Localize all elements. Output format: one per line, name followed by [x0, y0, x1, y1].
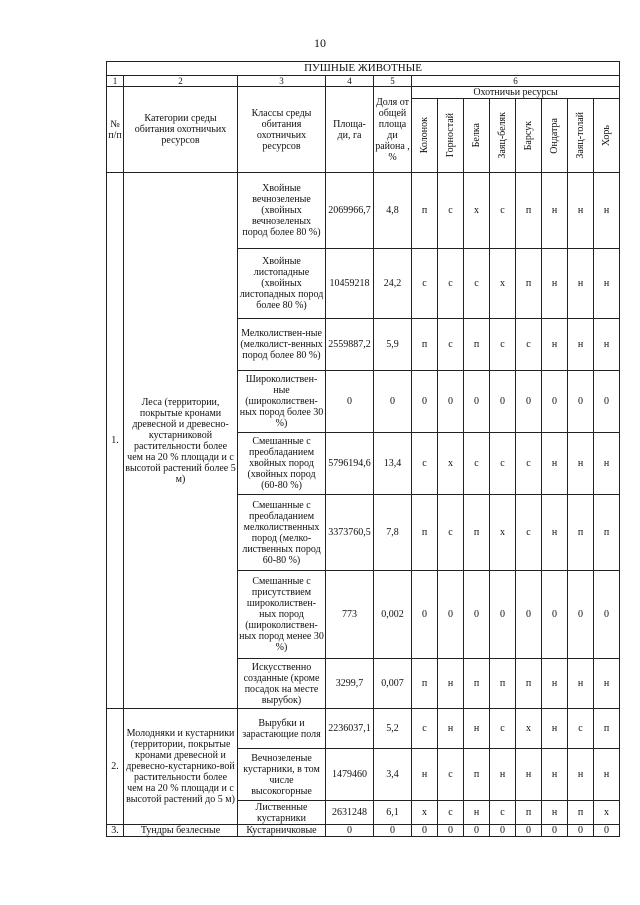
resource-mark: с — [412, 433, 438, 495]
habitat-class: Смешанные с присутствием широколиствен-ных пород (широколиствен-ных пород менее 30 %) — [238, 571, 326, 659]
habitat-category: Леса (территории, покрытые кронами древесной и древесно-кустарниковой растительности более чем на 20 % площади и с высотой растений более 5 м) — [124, 173, 238, 709]
resource-mark: 0 — [568, 571, 594, 659]
area-value: 3299,7 — [326, 659, 374, 709]
resource-mark: н — [542, 495, 568, 571]
resource-mark: с — [490, 433, 516, 495]
resource-mark: п — [516, 659, 542, 709]
area-value: 0 — [326, 825, 374, 837]
resource-mark: 0 — [542, 825, 568, 837]
area-value: 2069966,7 — [326, 173, 374, 249]
resource-mark: с — [516, 433, 542, 495]
resource-mark: х — [490, 495, 516, 571]
resource-mark: н — [542, 173, 568, 249]
share-value: 5,2 — [374, 709, 412, 749]
resource-mark: н — [594, 659, 620, 709]
resource-mark: п — [464, 749, 490, 801]
share-value: 0,007 — [374, 659, 412, 709]
resource-mark: н — [542, 749, 568, 801]
habitat-class: Вырубки и зарастающие поля — [238, 709, 326, 749]
resource-mark: н — [464, 709, 490, 749]
table-row — [107, 825, 620, 837]
habitat-category: Молодняки и кустарники (территории, покрытые кронами древесной и древесно-кустарнико-вой растительности более чем на 20 % площади и с высотой растений до 5 м) — [124, 709, 238, 825]
header-num: № п/п — [107, 87, 124, 173]
resource-mark: с — [490, 709, 516, 749]
resource-mark: 0 — [516, 825, 542, 837]
resource-mark: 0 — [412, 371, 438, 433]
header-class: Классы среды обитания охотничьих ресурсов — [238, 87, 326, 173]
area-value: 1479460 — [326, 749, 374, 801]
resource-mark: 0 — [412, 825, 438, 837]
resource-mark: 0 — [438, 825, 464, 837]
resource-mark: н — [594, 433, 620, 495]
resource-mark: х — [594, 801, 620, 825]
share-value: 13,4 — [374, 433, 412, 495]
share-value: 0 — [374, 371, 412, 433]
fur-animals-table — [106, 61, 620, 837]
share-value: 0 — [374, 825, 412, 837]
resource-mark: н — [464, 801, 490, 825]
habitat-category: Тундры безлесные — [124, 825, 238, 837]
share-value: 3,4 — [374, 749, 412, 801]
species-label: Ондатра — [549, 117, 560, 154]
resource-mark: н — [516, 749, 542, 801]
resource-mark: с — [568, 709, 594, 749]
species-label: Колонок — [419, 117, 430, 154]
area-value: 2236037,1 — [326, 709, 374, 749]
header-category: Категории среды обитания охотничьих ресурсов — [124, 87, 238, 173]
resource-mark: 0 — [594, 571, 620, 659]
resource-mark: н — [542, 659, 568, 709]
resource-mark: п — [412, 495, 438, 571]
resource-mark: 0 — [516, 371, 542, 433]
resource-mark: н — [490, 749, 516, 801]
habitat-class: Лиственные кустарники — [238, 801, 326, 825]
resource-mark: 0 — [594, 825, 620, 837]
resource-mark: с — [412, 249, 438, 319]
resource-mark: п — [594, 495, 620, 571]
resource-mark: 0 — [568, 825, 594, 837]
resource-mark: х — [412, 801, 438, 825]
resource-mark: 0 — [542, 571, 568, 659]
resource-mark: н — [542, 801, 568, 825]
resource-mark: п — [412, 173, 438, 249]
table-title: ПУШНЫЕ ЖИВОТНЫЕ — [107, 62, 620, 76]
resource-mark: 0 — [490, 571, 516, 659]
resource-mark: 0 — [516, 571, 542, 659]
resource-mark: х — [438, 433, 464, 495]
resource-mark: н — [438, 659, 464, 709]
share-value: 6,1 — [374, 801, 412, 825]
share-value: 5,9 — [374, 319, 412, 371]
header-resources: Охотничьи ресурсы — [412, 87, 620, 99]
area-value: 3373760,5 — [326, 495, 374, 571]
area-value: 2559887,2 — [326, 319, 374, 371]
resource-mark: п — [516, 173, 542, 249]
column-numbers-row: 1 2 3 4 5 6 — [107, 76, 620, 87]
resource-mark: н — [568, 433, 594, 495]
resource-mark: н — [542, 319, 568, 371]
resource-mark: 0 — [542, 371, 568, 433]
header-share: Доля от общей площа ди района , % — [374, 87, 412, 173]
species-label: Барсук — [523, 120, 534, 151]
resource-mark: п — [568, 801, 594, 825]
resource-mark: 0 — [464, 825, 490, 837]
resource-mark: с — [412, 709, 438, 749]
resource-mark: н — [568, 659, 594, 709]
habitat-class: Вечнозеленые кустарники, в том числе высокогорные — [238, 749, 326, 801]
resource-mark: н — [568, 749, 594, 801]
resource-mark: п — [412, 659, 438, 709]
habitat-class: Кустарничковые — [238, 825, 326, 837]
habitat-class: Смешанные с преобладанием мелколиственных пород (мелко-лиственных пород 60-80 %) — [238, 495, 326, 571]
resource-mark: п — [568, 495, 594, 571]
habitat-class: Смешанные с преобладанием хвойных пород (хвойных пород (60-80 %) — [238, 433, 326, 495]
resource-mark: п — [464, 659, 490, 709]
area-value: 2631248 — [326, 801, 374, 825]
share-value: 7,8 — [374, 495, 412, 571]
group-number: 2. — [107, 709, 124, 825]
resource-mark: 0 — [490, 825, 516, 837]
species-label: Горностай — [445, 113, 456, 158]
resource-mark: п — [516, 801, 542, 825]
resource-mark: п — [464, 495, 490, 571]
area-value: 5796194,6 — [326, 433, 374, 495]
table-body — [107, 173, 620, 837]
share-value: 0,002 — [374, 571, 412, 659]
group-number: 1. — [107, 173, 124, 709]
resource-mark: с — [438, 249, 464, 319]
species-label: Белка — [471, 123, 482, 148]
page-number: 10 — [314, 36, 326, 50]
species-label: Хорь — [601, 124, 613, 147]
area-value: 0 — [326, 371, 374, 433]
resource-mark: с — [490, 173, 516, 249]
share-value: 24,2 — [374, 249, 412, 319]
habitat-class: Мелколиствен-ные (мелколист-венных пород более 80 %) — [238, 319, 326, 371]
resource-mark: н — [594, 173, 620, 249]
share-value: 4,8 — [374, 173, 412, 249]
resource-mark: н — [568, 249, 594, 319]
table-row — [107, 709, 620, 749]
resource-mark: с — [516, 319, 542, 371]
resource-mark: 0 — [438, 371, 464, 433]
resource-mark: с — [438, 319, 464, 371]
resource-mark: п — [516, 249, 542, 319]
area-value: 773 — [326, 571, 374, 659]
resource-mark: 0 — [568, 371, 594, 433]
resource-mark: с — [438, 801, 464, 825]
resource-mark: п — [594, 709, 620, 749]
resource-mark: 0 — [438, 571, 464, 659]
resource-mark: с — [490, 319, 516, 371]
resource-mark: н — [568, 173, 594, 249]
resource-mark: 0 — [490, 371, 516, 433]
habitat-class: Хвойные вечнозеленые (хвойных вечнозеленых пород более 80 %) — [238, 173, 326, 249]
habitat-class: Широколиствен-ные (широколиствен-ных пород более 30 %) — [238, 371, 326, 433]
resource-mark: с — [464, 249, 490, 319]
header-area: Площа-ди, га — [326, 87, 374, 173]
resource-mark: х — [464, 173, 490, 249]
habitat-class: Искусственно созданные (кроме посадок на месте вырубок) — [238, 659, 326, 709]
resource-mark: 0 — [464, 371, 490, 433]
resource-mark: н — [594, 319, 620, 371]
resource-mark: н — [542, 433, 568, 495]
resource-mark: с — [438, 495, 464, 571]
resource-mark: с — [438, 749, 464, 801]
resource-mark: н — [568, 319, 594, 371]
resource-mark: с — [490, 801, 516, 825]
resource-mark: н — [412, 749, 438, 801]
resource-mark: н — [542, 709, 568, 749]
resource-mark: х — [490, 249, 516, 319]
resource-mark: с — [516, 495, 542, 571]
resource-mark: н — [594, 249, 620, 319]
resource-mark: п — [464, 319, 490, 371]
resource-mark: н — [542, 249, 568, 319]
resource-mark: х — [516, 709, 542, 749]
resource-mark: п — [490, 659, 516, 709]
resource-mark: с — [464, 433, 490, 495]
resource-mark: н — [438, 709, 464, 749]
resource-mark: н — [594, 749, 620, 801]
resource-mark: с — [438, 173, 464, 249]
table-row — [107, 173, 620, 249]
habitat-class: Хвойные листопадные (хвойных листопадных пород более 80 %) — [238, 249, 326, 319]
resource-mark: 0 — [464, 571, 490, 659]
group-number: 3. — [107, 825, 124, 837]
area-value: 10459218 — [326, 249, 374, 319]
resource-mark: 0 — [412, 571, 438, 659]
species-label: Заяц-беляк — [497, 112, 508, 159]
resource-mark: п — [412, 319, 438, 371]
resource-mark: 0 — [594, 371, 620, 433]
species-label: Заяц-толай — [575, 112, 586, 159]
